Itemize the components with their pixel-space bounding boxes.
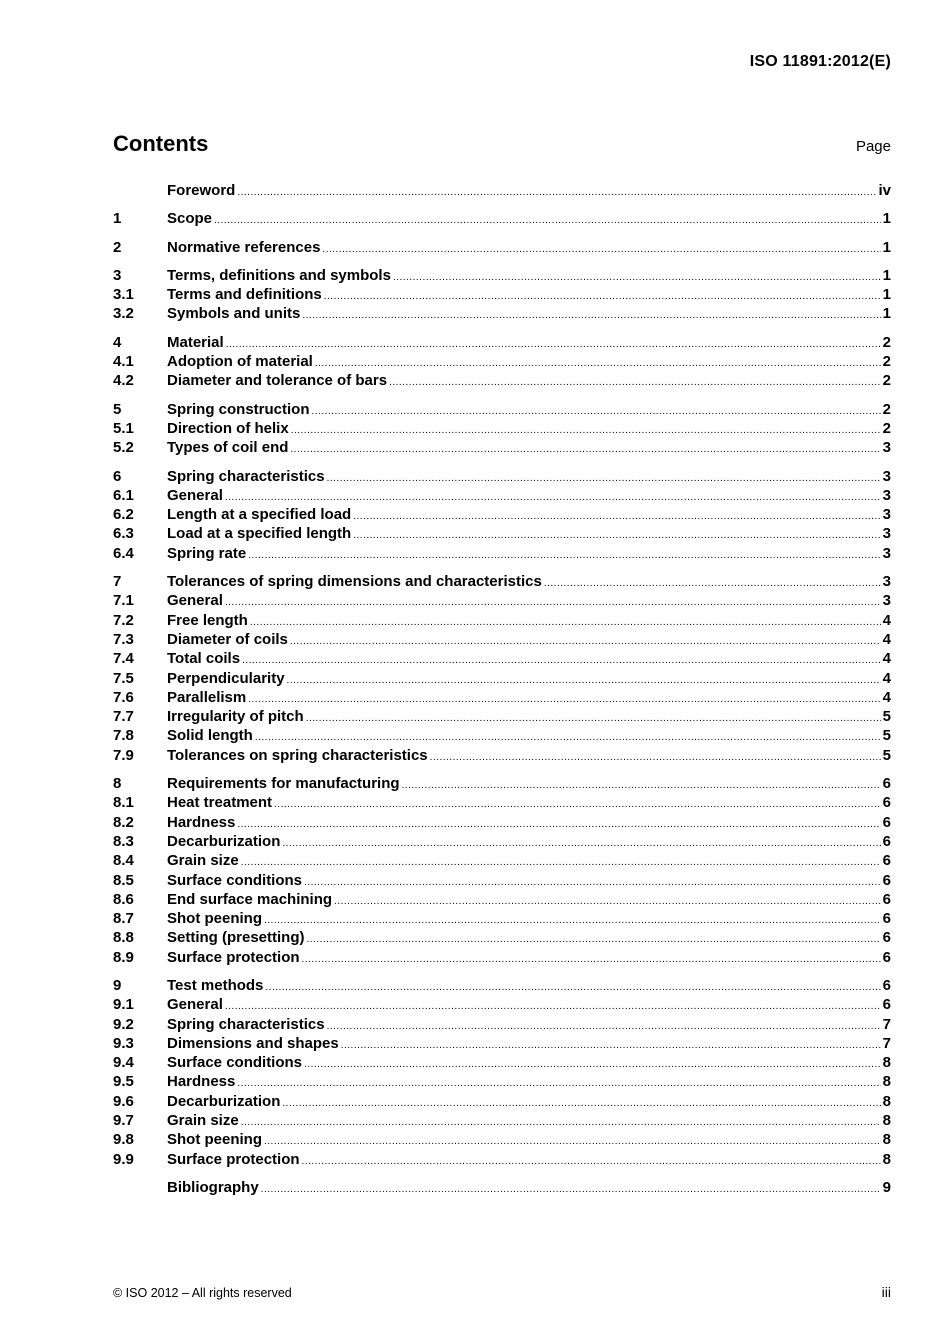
toc-entry-number: 5.1: [113, 419, 134, 437]
toc-entry[interactable]: [113, 1034, 891, 1053]
toc-entry-number: 8.3: [113, 832, 134, 850]
toc-entry-title[interactable]: Material: [167, 333, 224, 351]
toc-group: [113, 238, 891, 257]
toc-entry-title[interactable]: Load at a specified length: [167, 525, 352, 543]
toc-entry-title[interactable]: Surface conditions: [167, 871, 303, 889]
toc-entry-title[interactable]: Perpendicularity: [167, 669, 285, 687]
toc-dot-leader: [265, 978, 880, 997]
toc-entry-title[interactable]: Solid length: [167, 727, 253, 745]
toc-dot-leader: [226, 335, 881, 354]
toc-dot-leader: [250, 613, 881, 632]
toc-dot-leader: [261, 1180, 881, 1199]
toc-entry[interactable]: [113, 948, 891, 967]
toc-entry[interactable]: [113, 591, 891, 610]
toc-entry-page: 1: [882, 305, 891, 323]
toc-entry-title[interactable]: Spring rate: [167, 544, 247, 562]
toc-dot-leader: [274, 795, 881, 814]
toc-entry-title[interactable]: Symbols and units: [167, 305, 301, 323]
toc-entry-title[interactable]: Tolerances on spring characteristics: [167, 746, 428, 764]
toc-group: [113, 266, 891, 324]
toc-entry-page: 3: [882, 467, 891, 485]
toc-entry-title[interactable]: Dimensions and shapes: [167, 1034, 339, 1052]
toc-entry-page: 7: [882, 1034, 891, 1052]
toc-entry-number: 7.3: [113, 630, 134, 648]
toc-entry[interactable]: [113, 707, 891, 726]
toc-dot-leader: [264, 1132, 881, 1151]
toc-entry-page: 3: [882, 544, 891, 562]
toc-entry-page: 8: [882, 1054, 891, 1072]
toc-dot-leader: [430, 748, 881, 767]
toc-entry-title[interactable]: Tolerances of spring dimensions and characteristics: [167, 573, 542, 591]
toc-dot-leader: [353, 526, 880, 545]
toc-entry-number: 6.1: [113, 486, 134, 504]
toc-entry-number: 1: [113, 210, 122, 228]
toc-entry-number: 7.7: [113, 708, 134, 726]
toc-dot-leader: [327, 1017, 881, 1036]
toc-entry-title[interactable]: Diameter and tolerance of bars: [167, 372, 388, 390]
toc-entry-number: 9: [113, 976, 122, 994]
toc-dot-leader: [307, 930, 881, 949]
toc-entry-page: 4: [882, 650, 891, 668]
copyright-notice: © ISO 2012 – All rights reserved: [113, 1286, 292, 1300]
toc-entry-page: 6: [882, 976, 891, 994]
toc-entry-title[interactable]: Spring characteristics: [167, 467, 325, 485]
toc-entry-number: 9.1: [113, 996, 134, 1014]
toc-entry-number: 7.5: [113, 669, 134, 687]
toc-entry-page: 3: [882, 525, 891, 543]
toc-entry-page: 3: [882, 573, 891, 591]
toc-dot-leader: [237, 183, 876, 202]
toc-dot-leader: [287, 671, 881, 690]
toc-entry-number: 5: [113, 400, 122, 418]
toc-entry-page: 6: [882, 996, 891, 1014]
toc-dot-leader: [302, 306, 880, 325]
toc-entry-page: 4: [882, 611, 891, 629]
toc-dot-leader: [341, 1036, 881, 1055]
document-id: ISO 11891:2012(E): [749, 53, 891, 70]
toc-entry-number: 8.1: [113, 794, 134, 812]
toc-entry-number: 8.6: [113, 890, 134, 908]
toc-entry-number: 4: [113, 333, 122, 351]
toc-entry-page: 2: [882, 372, 891, 390]
toc-entry[interactable]: [113, 746, 891, 765]
toc-entry-title[interactable]: Surface protection: [167, 948, 300, 966]
toc-entry-title[interactable]: Terms and definitions: [167, 286, 322, 304]
toc-entry-title[interactable]: Adoption of material: [167, 353, 313, 371]
toc-entry-page: 2: [882, 333, 891, 351]
toc-entry-page: 5: [882, 727, 891, 745]
toc-entry-title[interactable]: Spring characteristics: [167, 1015, 325, 1033]
toc-entry[interactable]: [113, 486, 891, 505]
toc-entry-title[interactable]: General: [167, 592, 223, 610]
toc-entry[interactable]: [113, 1150, 891, 1169]
toc-dot-leader: [237, 1074, 880, 1093]
toc-entry[interactable]: [113, 572, 891, 591]
toc-entry-title[interactable]: Setting (presetting): [167, 929, 305, 947]
toc-entry[interactable]: [113, 209, 891, 228]
toc-group: [113, 976, 891, 1169]
toc-entry-number: 9.5: [113, 1073, 134, 1091]
toc-entry-number: 5.2: [113, 439, 134, 457]
toc-entry-number: 7.1: [113, 592, 134, 610]
toc-entry-page: 1: [882, 210, 891, 228]
page-number: iii: [881, 1284, 891, 1300]
toc-entry-title[interactable]: Shot peening: [167, 910, 262, 928]
toc-entry-number: 9.8: [113, 1131, 134, 1149]
toc-entry-page: 3: [882, 506, 891, 524]
contents-title: Contents: [113, 131, 209, 156]
toc-group: [113, 181, 891, 200]
toc-dot-leader: [264, 911, 881, 930]
toc-dot-leader: [304, 873, 881, 892]
toc-entry-page: 4: [882, 669, 891, 687]
toc-entry-page: 1: [882, 266, 891, 284]
toc-entry-page: iv: [878, 182, 891, 199]
toc-entry[interactable]: [113, 630, 891, 649]
toc-entry[interactable]: [113, 1178, 891, 1197]
toc-entry-number: 8.2: [113, 813, 134, 831]
toc-entry[interactable]: [113, 467, 891, 486]
toc-group: [113, 1178, 891, 1197]
toc-group: [113, 774, 891, 967]
toc-entry[interactable]: [113, 726, 891, 745]
toc-entry-title[interactable]: End surface machining: [167, 890, 333, 908]
toc-entry-page: 1: [882, 238, 891, 256]
toc-entry-page: 1: [882, 286, 891, 304]
toc-entry-number: 9.9: [113, 1150, 134, 1168]
toc-entry-title[interactable]: Decarburization: [167, 1092, 281, 1110]
toc-entry-title[interactable]: Free length: [167, 611, 248, 629]
toc-entry-number: 9.7: [113, 1112, 134, 1130]
toc-entry-number: 9.4: [113, 1054, 134, 1072]
toc-entry-number: 2: [113, 238, 122, 256]
toc-entry[interactable]: [113, 266, 891, 285]
toc-entry[interactable]: [113, 813, 891, 832]
toc-entry[interactable]: [113, 909, 891, 928]
toc-entry-page: 9: [882, 1178, 891, 1196]
toc-entry-number: 3.1: [113, 286, 134, 304]
toc-entry[interactable]: [113, 438, 891, 457]
toc-entry[interactable]: [113, 688, 891, 707]
toc-entry-page: 2: [882, 353, 891, 371]
toc-group: [113, 333, 891, 391]
toc-entry-number: 3: [113, 266, 122, 284]
toc-entry-page: 8: [882, 1112, 891, 1130]
toc-entry-title[interactable]: Hardness: [167, 813, 236, 831]
toc-dot-leader: [402, 776, 881, 795]
toc-dot-leader: [241, 1113, 881, 1132]
toc-dot-leader: [312, 402, 881, 421]
toc-entry[interactable]: [113, 649, 891, 668]
toc-entry-number: 7.6: [113, 688, 134, 706]
toc-group: [113, 572, 891, 765]
toc-entry-number: 3.2: [113, 305, 134, 323]
toc-entry-title[interactable]: General: [167, 996, 223, 1014]
toc-dot-leader: [225, 593, 881, 612]
toc-entry-title[interactable]: Total coils: [167, 650, 241, 668]
toc-entry-title[interactable]: Diameter of coils: [167, 630, 288, 648]
toc-entry-title[interactable]: Direction of helix: [167, 419, 289, 437]
toc-entry-number: 8.5: [113, 871, 134, 889]
toc-entry[interactable]: [113, 1072, 891, 1091]
toc-entry-page: 8: [882, 1131, 891, 1149]
toc-entry[interactable]: [113, 832, 891, 851]
toc-entry[interactable]: [113, 371, 891, 390]
toc-dot-leader: [290, 632, 881, 651]
toc-entry-number: 8.4: [113, 852, 134, 870]
toc-dot-leader: [214, 211, 881, 230]
page-column-label: Page: [855, 138, 891, 155]
toc-entry-page: 6: [882, 852, 891, 870]
toc-entry-number: 7.9: [113, 746, 134, 764]
toc-entry-number: 4.2: [113, 372, 134, 390]
toc-entry-page: 8: [882, 1150, 891, 1168]
toc-entry-page: 6: [882, 910, 891, 928]
toc-entry-title[interactable]: Grain size: [167, 852, 239, 870]
toc-dot-leader: [324, 287, 881, 306]
toc-entry[interactable]: [113, 890, 891, 909]
toc-entry-number: 6.4: [113, 544, 134, 562]
toc-entry-title[interactable]: Normative references: [167, 238, 321, 256]
toc-entry-number: 7.2: [113, 611, 134, 629]
toc-dot-leader: [241, 853, 881, 872]
toc-entry[interactable]: [113, 611, 891, 630]
toc-entry-page: 3: [882, 439, 891, 457]
toc-entry[interactable]: [113, 851, 891, 870]
toc-entry-title[interactable]: Types of coil end: [167, 439, 289, 457]
toc-entry-number: 6.2: [113, 506, 134, 524]
toc-entry[interactable]: [113, 352, 891, 371]
toc-entry[interactable]: [113, 400, 891, 419]
toc-entry-title[interactable]: Foreword: [167, 182, 236, 199]
toc-entry[interactable]: [113, 1092, 891, 1111]
toc-entry-title[interactable]: Shot peening: [167, 1131, 262, 1149]
toc-entry-title[interactable]: Surface protection: [167, 1150, 300, 1168]
toc-dot-leader: [315, 354, 881, 373]
toc-entry[interactable]: [113, 333, 891, 352]
toc-entry[interactable]: [113, 524, 891, 543]
toc-dot-leader: [302, 1152, 881, 1171]
toc-dot-leader: [282, 1094, 880, 1113]
toc-dot-leader: [248, 690, 880, 709]
toc-entry-title[interactable]: Test methods: [167, 976, 264, 994]
toc-entry-page: 6: [882, 948, 891, 966]
toc-dot-leader: [544, 574, 881, 593]
toc-entry[interactable]: [113, 793, 891, 812]
toc-dot-leader: [282, 834, 880, 853]
toc-entry-page: 2: [882, 419, 891, 437]
toc-entry[interactable]: [113, 544, 891, 563]
toc-entry[interactable]: [113, 1130, 891, 1149]
toc-entry-page: 5: [882, 746, 891, 764]
toc-entry[interactable]: [113, 238, 891, 257]
toc-entry[interactable]: [113, 871, 891, 890]
toc-entry-page: 4: [882, 688, 891, 706]
toc-entry[interactable]: [113, 1053, 891, 1072]
toc-entry-number: 8.8: [113, 929, 134, 947]
toc-dot-leader: [237, 815, 880, 834]
toc-entry-number: 6.3: [113, 525, 134, 543]
toc-dot-leader: [322, 240, 880, 259]
toc-entry-page: 8: [882, 1092, 891, 1110]
toc-entry-page: 6: [882, 794, 891, 812]
toc-entry-number: 8.7: [113, 910, 134, 928]
toc-entry[interactable]: [113, 419, 891, 438]
toc-entry-title[interactable]: Bibliography: [167, 1178, 259, 1196]
toc-entry-page: 7: [882, 1015, 891, 1033]
toc-entry-title[interactable]: Heat treatment: [167, 794, 273, 812]
toc-entry-page: 6: [882, 929, 891, 947]
toc-entry-page: 6: [882, 775, 891, 793]
toc-entry-number: 7.4: [113, 650, 134, 668]
toc-group: [113, 209, 891, 228]
toc-entry[interactable]: [113, 304, 891, 323]
toc-dot-leader: [327, 469, 881, 488]
toc-dot-leader: [304, 1055, 881, 1074]
toc-entry-number: 7.8: [113, 727, 134, 745]
toc-entry-number: 8: [113, 775, 122, 793]
toc-entry[interactable]: [113, 285, 891, 304]
toc-entry-page: 6: [882, 890, 891, 908]
toc-entry-page: 3: [882, 486, 891, 504]
toc-entry-page: 4: [882, 630, 891, 648]
toc-entry-number: 8.9: [113, 948, 134, 966]
toc-dot-leader: [353, 507, 880, 526]
toc-entry-number: 9.3: [113, 1034, 134, 1052]
toc-entry-number: 9.6: [113, 1092, 134, 1110]
toc-entry-page: 8: [882, 1073, 891, 1091]
toc-dot-leader: [334, 892, 881, 911]
toc-entry[interactable]: [113, 181, 891, 200]
toc-entry-title[interactable]: Grain size: [167, 1112, 239, 1130]
toc-entry[interactable]: [113, 1015, 891, 1034]
toc-entry[interactable]: [113, 976, 891, 995]
toc-entry[interactable]: [113, 505, 891, 524]
toc-entry-page: 6: [882, 871, 891, 889]
toc-entry-page: 2: [882, 400, 891, 418]
toc-entry[interactable]: [113, 928, 891, 947]
toc-entry-title[interactable]: Requirements for manufacturing: [167, 775, 400, 793]
toc-entry[interactable]: [113, 669, 891, 688]
toc-entry-page: 6: [882, 813, 891, 831]
toc-entry-title[interactable]: Hardness: [167, 1073, 236, 1091]
toc-entry-number: 7: [113, 573, 122, 591]
toc-entry-title[interactable]: Scope: [167, 210, 213, 228]
toc-dot-leader: [291, 421, 881, 440]
toc-dot-leader: [290, 440, 880, 459]
toc-entry-page: 3: [882, 592, 891, 610]
toc-entry-title[interactable]: Surface conditions: [167, 1054, 303, 1072]
toc-dot-leader: [393, 268, 881, 287]
toc-entry[interactable]: [113, 1111, 891, 1130]
toc-entry-title[interactable]: Parallelism: [167, 688, 247, 706]
toc-entry-title[interactable]: Decarburization: [167, 832, 281, 850]
toc-entry-title[interactable]: Irregularity of pitch: [167, 708, 304, 726]
toc-entry-number: 9.2: [113, 1015, 134, 1033]
toc-entry-title[interactable]: Spring construction: [167, 400, 310, 418]
toc-dot-leader: [248, 546, 880, 565]
toc-entry[interactable]: [113, 774, 891, 793]
toc-entry-number: 4.1: [113, 353, 134, 371]
toc-dot-leader: [302, 950, 881, 969]
toc-entry-title[interactable]: Terms, definitions and symbols: [167, 266, 391, 284]
toc-entry-number: 6: [113, 467, 122, 485]
toc-dot-leader: [242, 651, 881, 670]
toc-entry-page: 5: [882, 708, 891, 726]
toc-dot-leader: [389, 373, 881, 392]
toc-entry-title[interactable]: General: [167, 486, 223, 504]
toc-entry[interactable]: [113, 995, 891, 1014]
toc-group: [113, 400, 891, 458]
toc-entry-page: 6: [882, 832, 891, 850]
table-of-contents: [113, 181, 891, 1206]
toc-dot-leader: [306, 709, 881, 728]
toc-group: [113, 467, 891, 563]
toc-entry-title[interactable]: Length at a specified load: [167, 506, 352, 524]
